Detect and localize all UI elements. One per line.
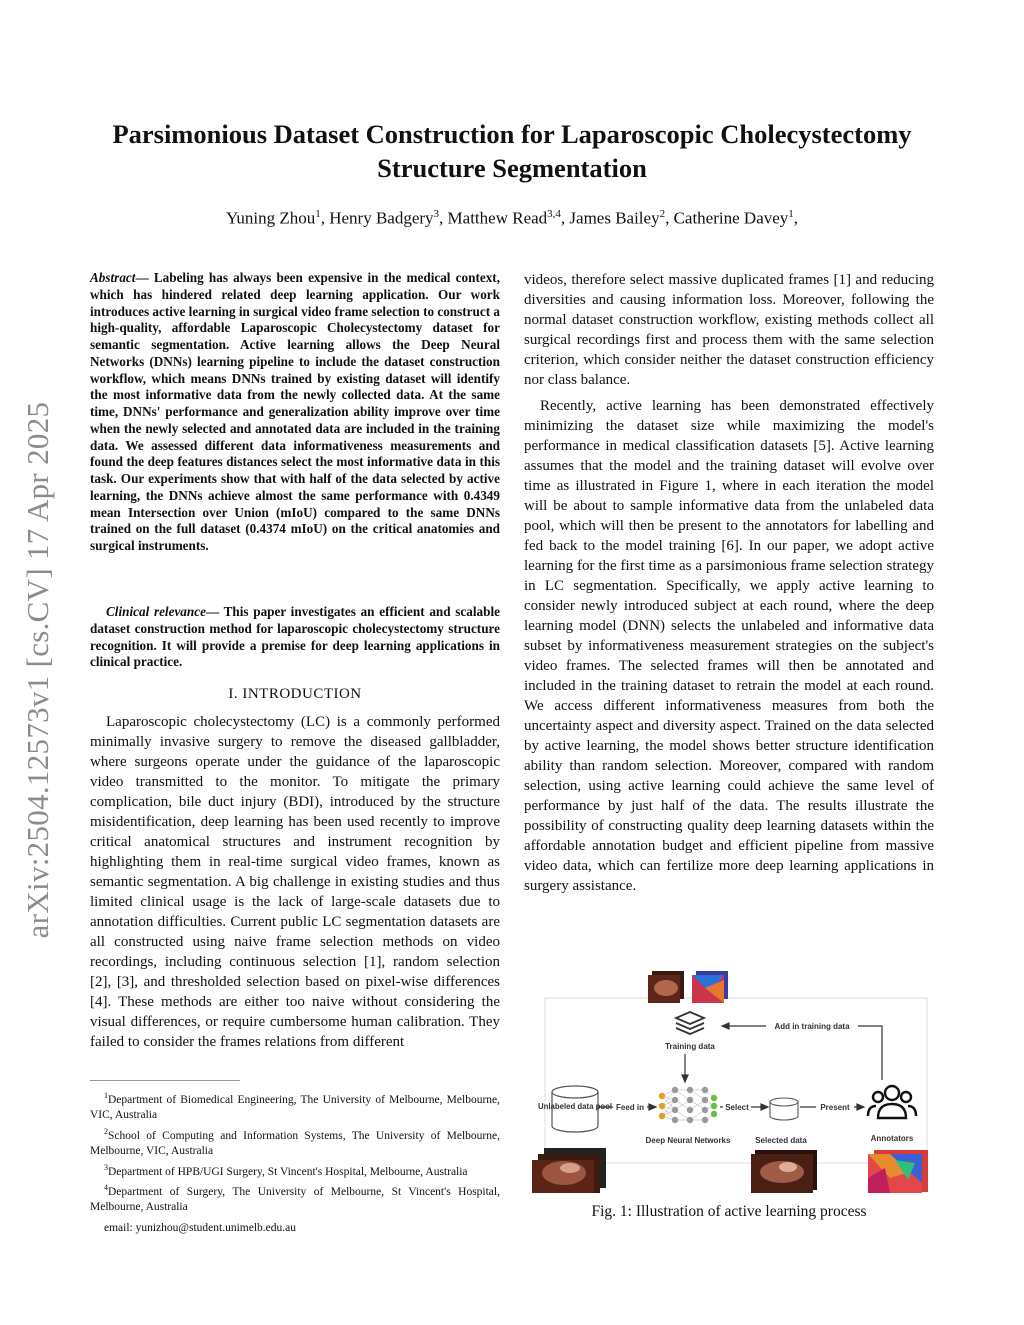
arxiv-watermark: arXiv:2504.12573v1 [cs.CV] 17 Apr 2025 [20, 401, 55, 939]
footnotes [90, 1088, 500, 1236]
section-heading: I. INTRODUCTION [228, 686, 362, 702]
feed-in-label: Feed in [615, 1103, 645, 1112]
abstract-label: Abstract [90, 270, 136, 285]
abstract-text: Labeling has always been expensive in the medical context, which has hindered related deep learning application. Our work introduces active learning in surgical video frame selection to construct a high-quality, affordable Laparoscopic Cholecystectomy dataset for semantic segmentation. Active learning allows the Deep Neural Networks (DNNs) learning pipeline to include the dataset construction workflow, which means DNNs trained by existing dataset will identify the most informative data from the newly collected data. At the same time, DNNs' performance and generalization ability improve over time when the newly selected and annotated data are included in the training data. We assessed different data informativeness measurements and found the deep features distances select the most informative data in this task. Our experiments show that with half of the data selected by active learning, the DNNs achieve almost the same performance with 0.4349 mean Intersection over Union (mIoU) compared to the same DNNs trained on the full dataset (0.4374 mIoU) on the critical anatomies and surgical instruments. [90, 270, 500, 553]
intro-paragraph: Recently, active learning has been demonstrated effectively minimizing the dataset size while maximizing the model's performance in medical classification datasets [5]. Active learning assumes that the model and the training dataset will evolve over time as illustrated in Figure 1, where in each iteration the model will be about to sample informative data from the unlabeled data pool, which will then be present to the annotators for labelling and fed back to the model training [6]. In our paper, we adopt active learning for the first time as a parsimonious frame selection strategy in LC segmentation. Specifically, we apply active learning to consider newly introduced subject at each round, where the deep learning model (DNN) selects the unlabeled and informative data subset by informativeness measurement strategies on the subject's video frames. The selected frames will then be annotated and included in the training dataset to retrain the model at each round. We access different informativeness measures from both the uncertainty aspect and diversity aspect. Trained on the data selected by active learning, the model shows better structure identification ability than random selection. Moreover, compared with random selection, using active learning could achieve the same level of performance by just half of the data. The results illustrate the possibility of constructing quality deep learning datasets within the affordable annotation budget and efficient pipeline from massive video data, which can fertilize more deep learning applications in surgery assistance. [524, 398, 934, 894]
abstract: Abstract— Labeling has always been expensive in the medical context, which has hindered related deep learning application. Our work introduces active learning in surgical video frame selection to construct a high-quality, affordable Laparoscopic Cholecystectomy dataset for semantic segmentation. Active learning allows the Deep Neural Networks (DNNs) learning pipeline to include the dataset construction workflow, which means DNNs trained by existing dataset will identify the most informative data from the newly collected data. At the same time, DNNs' performance and generalization ability improve over time when the newly selected and annotated data are included in the training data. We assessed different data informativeness measurements and found the deep features distances select the most informative data in this task. Our experiments show that with half of the data selected by active learning, the DNNs achieve almost the same performance with 0.4349 mean Intersection over Union (mIoU) compared to the same DNNs trained on the full dataset (0.4374 mIoU) on the critical anatomies and surgical instruments. [90, 270, 500, 553]
figure-1 [530, 968, 928, 1193]
author-list: Yuning Zhou$^1$, Henry Badgery$^3$, Matthew Read$^{3,4}$, James Bailey$^2$, Catherine Davey$^1$, [225, 208, 799, 228]
selected-data-label: Selected data [755, 1136, 807, 1145]
present-label: Present [820, 1103, 850, 1112]
footnote: $^4$Department of Surgery, The University of Melbourne, St Vincent's Hospital, Melbourne, Australia [90, 1182, 500, 1214]
unlabeled-thumbnails [532, 1148, 606, 1193]
intro-paragraph-continued: videos, therefore select massive duplicated frames [1] and reducing diversities and causing information loss. Moreover, following the normal dataset construction workflow, existing methods collect all surgical recordings first and process them with the same selection criterion, which consider neither the dataset construction efficiency nor class balance. [524, 272, 934, 388]
clinical-relevance: Clinical relevance— This paper investigates an efficient and scalable dataset construction method for laparoscopic cholecystectomy structure recognition. It will provide a premise for deep learning applications in clinical practice. [90, 604, 500, 670]
footnote: $^1$Department of Biomedical Engineering, The University of Melbourne, Melbourne, VIC, Australia [90, 1091, 500, 1122]
figure-caption: Fig. 1: Illustration of active learning process [591, 1203, 867, 1220]
clinical-label: Clinical relevance [106, 604, 206, 619]
author: James Bailey [569, 208, 660, 228]
training-data-label: Training data [665, 1042, 715, 1051]
paper-title: Parsimonious Dataset Construction for Laparoscopic Cholecystectomy Structure Segmentation [112, 119, 912, 183]
footnote-email: email: yunizhou@student.unimelb.edu.au [104, 1221, 296, 1234]
unlabeled-pool-label: Unlabeled data pool [537, 1102, 613, 1111]
author: Matthew Read [447, 208, 548, 228]
intro-paragraph: Laparoscopic cholecystectomy (LC) is a commonly performed minimally invasive surgery to remove the diseased gallbladder, where surgeons operate under the guidance of the laparoscopic video transmitted to the monitor. To mitigate the primary complication, bile duct injury (BDI), introduced by the structure misidentification, deep learning has been used recently to improve critical anatomical structures and instrument recognition by highlighting them in real-time surgical video frames, known as semantic segmentation. A big challenge in existing studies and thus limited clinical usage is the lack of large-scale datasets due to annotation difficulties. Current public LC segmentation datasets are all constructed using naive frame selection methods on video recordings, including continuous selection [1], random selection [2], [3], and thresholded selection based on pixel-wise differences [4]. These methods are either too naive without considering the visual differences, or require cumbersome human calibration. They failed to consider the frames relations from different [90, 714, 500, 1050]
select-label: Select [725, 1103, 749, 1112]
annotated-masks [868, 1150, 928, 1193]
annotators-label: Annotators [870, 1134, 914, 1143]
author: Yuning Zhou [225, 208, 316, 228]
footnote-rule [90, 1080, 240, 1081]
author: Henry Badgery [329, 208, 434, 228]
footnote: $^2$School of Computing and Information Systems, The University of Melbourne, Melbourne, VIC, Australia [90, 1126, 500, 1158]
dnn-label: Deep Neural Networks [645, 1136, 731, 1145]
selected-data-icon [770, 1098, 798, 1120]
clinical-text: This paper investigates an efficient and scalable dataset construction method for laparoscopic cholecystectomy structure recognition. It will provide a premise for deep learning applications in clinical practice. [90, 604, 500, 670]
add-in-training-label: Add in training data [774, 1022, 850, 1031]
footnote: $^3$Department of HPB/UGI Surgery, St Vincent's Hospital, Melbourne, Australia [104, 1162, 468, 1178]
author: Catherine Davey [673, 208, 789, 228]
selected-thumbnails [751, 1150, 817, 1193]
